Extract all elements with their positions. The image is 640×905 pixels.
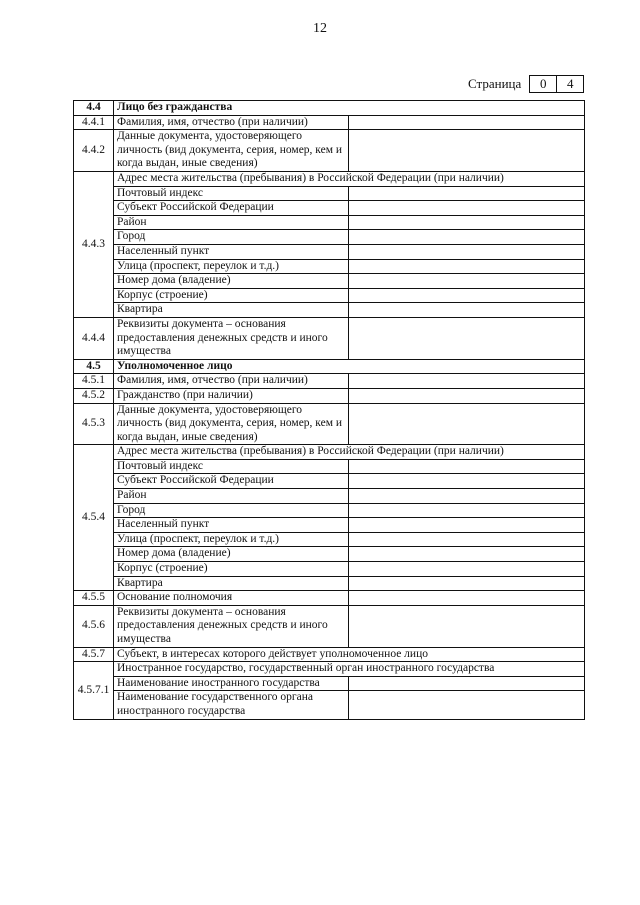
field-label: Реквизиты документа – основания предоставления денежных средств и иного имущества — [114, 605, 349, 647]
field-label: Населенный пункт — [114, 518, 349, 533]
form-row — [74, 115, 585, 130]
field-label: Квартира — [114, 303, 349, 318]
field-label: Фамилия, имя, отчество (при наличии) — [114, 374, 349, 389]
group-title-row — [74, 445, 585, 460]
group-title: Адрес места жительства (пребывания) в Российской Федерации (при наличии) — [114, 445, 585, 460]
field-label: Почтовый индекс — [114, 186, 349, 201]
field-label: Номер дома (владение) — [114, 547, 349, 562]
field-value[interactable] — [349, 576, 585, 591]
form-row — [74, 676, 585, 691]
page-label: Страница — [468, 76, 522, 91]
field-value[interactable] — [349, 230, 585, 245]
page-counter — [468, 75, 584, 93]
form-row — [74, 130, 585, 172]
field-label: Район — [114, 215, 349, 230]
field-value[interactable] — [349, 186, 585, 201]
field-number: 4.5.6 — [74, 605, 114, 647]
field-value[interactable] — [349, 532, 585, 547]
page-digit[interactable]: 0 — [529, 75, 557, 93]
field-value[interactable] — [349, 518, 585, 533]
field-number: 4.4.1 — [74, 115, 114, 130]
form-row — [74, 274, 585, 289]
form-row — [74, 691, 585, 719]
field-number: 4.5.5 — [74, 591, 114, 606]
section-title: Уполномоченное лицо — [114, 359, 585, 374]
group-title: Адрес места жительства (пребывания) в Российской Федерации (при наличии) — [114, 171, 585, 186]
field-value[interactable] — [349, 676, 585, 691]
form-row — [74, 388, 585, 403]
page-number: 12 — [313, 21, 327, 36]
section-number: 4.4 — [74, 101, 114, 116]
field-value[interactable] — [349, 130, 585, 172]
field-label: Субъект Российской Федерации — [114, 474, 349, 489]
field-number: 4.4.2 — [74, 130, 114, 172]
field-number: 4.5.7.1 — [74, 662, 114, 719]
form-row — [74, 562, 585, 577]
field-value[interactable] — [349, 503, 585, 518]
field-value[interactable] — [349, 605, 585, 647]
field-value[interactable] — [349, 474, 585, 489]
field-number: 4.5.3 — [74, 403, 114, 445]
field-label: Улица (проспект, переулок и т.д.) — [114, 259, 349, 274]
field-value[interactable] — [349, 115, 585, 130]
field-label: Населенный пункт — [114, 244, 349, 259]
field-label: Почтовый индекс — [114, 459, 349, 474]
form-row — [74, 374, 585, 389]
field-label: Корпус (строение) — [114, 288, 349, 303]
field-value[interactable] — [349, 489, 585, 504]
field-label: Данные документа, удостоверяющего личность (вид документа, серия, номер, кем и когда выдан, иные сведения) — [114, 130, 349, 172]
field-label: Наименование иностранного государства — [114, 676, 349, 691]
field-value[interactable] — [349, 259, 585, 274]
field-number: 4.5.2 — [74, 388, 114, 403]
field-label: Город — [114, 503, 349, 518]
group-title-row — [74, 171, 585, 186]
group-title: Иностранное государство, государственный орган иностранного государства — [114, 662, 585, 677]
field-value[interactable] — [349, 201, 585, 216]
form-row — [74, 303, 585, 318]
field-value[interactable] — [349, 274, 585, 289]
field-label: Данные документа, удостоверяющего личность (вид документа, серия, номер, кем и когда выдан, иные сведения) — [114, 403, 349, 445]
form-row — [74, 489, 585, 504]
field-value[interactable] — [349, 459, 585, 474]
field-value[interactable] — [349, 547, 585, 562]
section-row — [74, 101, 585, 116]
field-label: Наименование государственного органа иностранного государства — [114, 691, 349, 719]
form-row — [74, 403, 585, 445]
field-label: Город — [114, 230, 349, 245]
form-row — [74, 518, 585, 533]
field-value[interactable] — [349, 591, 585, 606]
field-number: 4.4.4 — [74, 317, 114, 359]
field-value[interactable] — [349, 562, 585, 577]
section-number: 4.5 — [74, 359, 114, 374]
section-title: Лицо без гражданства — [114, 101, 585, 116]
form-row — [74, 230, 585, 245]
field-label: Квартира — [114, 576, 349, 591]
form-row — [74, 576, 585, 591]
form-row — [74, 201, 585, 216]
field-number: 4.5.1 — [74, 374, 114, 389]
field-label: Гражданство (при наличии) — [114, 388, 349, 403]
field-label: Номер дома (владение) — [114, 274, 349, 289]
field-label: Реквизиты документа – основания предоставления денежных средств и иного имущества — [114, 317, 349, 359]
form-row — [74, 215, 585, 230]
field-label: Корпус (строение) — [114, 562, 349, 577]
group-title-row — [74, 662, 585, 677]
section-row — [74, 359, 585, 374]
form-row — [74, 503, 585, 518]
form-row — [74, 591, 585, 606]
field-value[interactable] — [349, 288, 585, 303]
form-row — [74, 244, 585, 259]
form-row — [74, 532, 585, 547]
field-value[interactable] — [349, 244, 585, 259]
field-value[interactable] — [349, 303, 585, 318]
form-row — [74, 459, 585, 474]
field-value[interactable] — [349, 317, 585, 359]
form-row — [74, 288, 585, 303]
form-row — [74, 186, 585, 201]
form-row — [74, 605, 585, 647]
field-label: Улица (проспект, переулок и т.д.) — [114, 532, 349, 547]
field-value[interactable] — [349, 215, 585, 230]
field-label: Район — [114, 489, 349, 504]
field-value[interactable] — [349, 403, 585, 445]
field-label: Фамилия, имя, отчество (при наличии) — [114, 115, 349, 130]
form-row — [74, 259, 585, 274]
form-row — [74, 547, 585, 562]
field-number: 4.5.7 — [74, 647, 114, 662]
form-row — [74, 474, 585, 489]
field-label: Субъект, в интересах которого действует уполномоченное лицо — [114, 647, 585, 662]
form-row — [74, 317, 585, 359]
field-number: 4.5.4 — [74, 445, 114, 591]
field-value[interactable] — [349, 374, 585, 389]
field-value[interactable] — [349, 388, 585, 403]
form-row — [74, 647, 585, 662]
field-number: 4.4.3 — [74, 171, 114, 317]
form-table — [73, 100, 585, 720]
field-label: Основание полномочия — [114, 591, 349, 606]
page-digit[interactable]: 4 — [557, 75, 584, 93]
field-value[interactable] — [349, 691, 585, 719]
field-label: Субъект Российской Федерации — [114, 201, 349, 216]
